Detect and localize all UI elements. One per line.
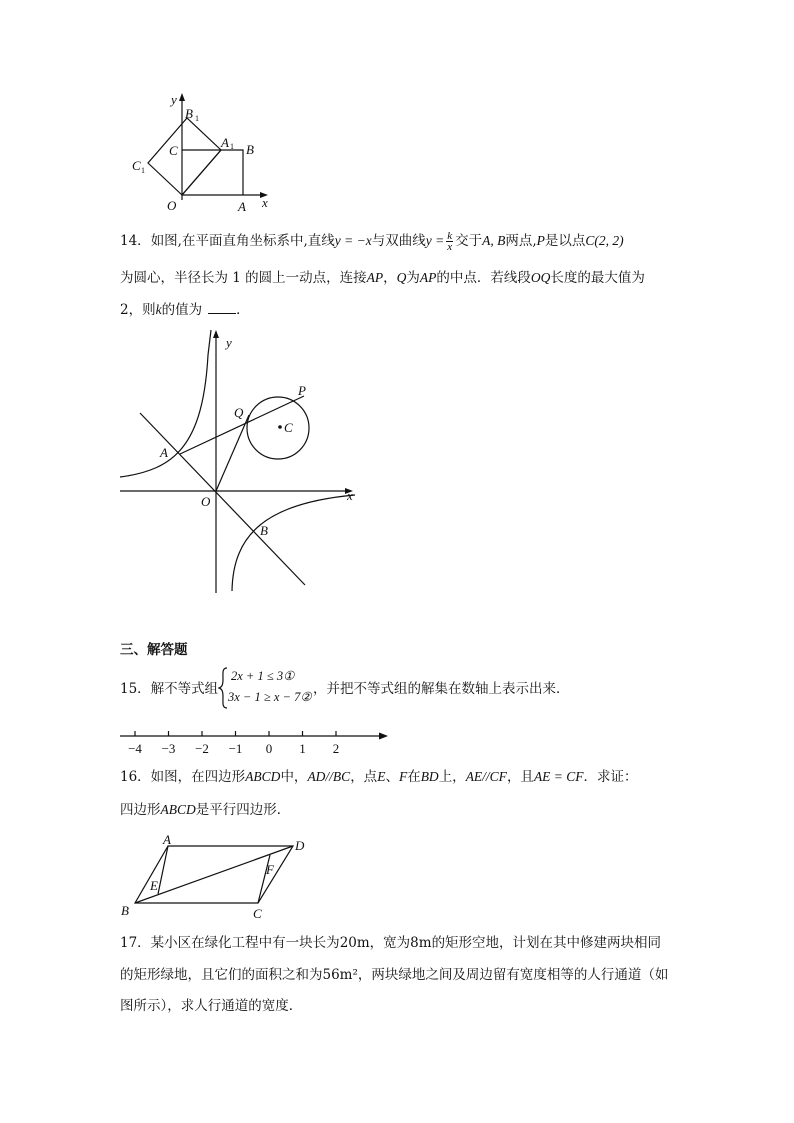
label-x: x [262, 195, 268, 210]
q15-prefix: 15．解不等式组 [120, 681, 219, 697]
label-b1-sub: 1 [195, 114, 199, 123]
inequality-1: 2x + 1 ≤ 3① [231, 669, 295, 683]
tick-label: 1 [299, 741, 306, 756]
tick-label: 0 [265, 741, 273, 756]
label-o: O [167, 198, 177, 213]
label-x: x [347, 488, 353, 503]
figure-q13 [125, 90, 285, 215]
label-a1-sub: 1 [230, 142, 234, 151]
label-o: O [201, 494, 211, 509]
tick-label: 2 [332, 741, 340, 756]
figure-q16 [118, 830, 318, 922]
label-c1: C [132, 158, 141, 173]
q14-line2: 为圆心，半径长为 1 的圆上一动点，连接AP，Q为AP的中点．若线段OQ长度的最大值为 [120, 270, 645, 286]
y-axis-arrow [213, 330, 219, 338]
y-axis-arrow [179, 93, 185, 101]
inequality-2: 3x − 1 ≥ x − 7② [228, 690, 312, 704]
label-b1: B [185, 106, 193, 121]
section-title: 三、解答题 [120, 642, 188, 658]
label-c: C [169, 143, 178, 158]
q17-line2: 的矩形绿地，且它们的面积之和为56m²，两块绿地之间及周边留有宽度相等的人行通道（如 [120, 967, 669, 983]
hyperbola-branch-right [232, 495, 355, 591]
label-e: E [150, 878, 158, 893]
tick-label: −3 [161, 741, 176, 756]
line-y-neg-x [140, 413, 305, 585]
label-c: C [253, 906, 262, 921]
answer-blank [208, 313, 236, 314]
brace-icon [218, 667, 228, 709]
tick-label: −1 [228, 741, 243, 756]
label-b: B [260, 523, 268, 538]
label-a: A [163, 832, 171, 847]
q16-line2: 四边形ABCD是平行四边形． [120, 802, 291, 818]
label-a: A [160, 445, 168, 460]
q16-line1: 16．如图，在四边形ABCD中，AD//BC，点E、F在BD上，AE//CF，且AE = CF．求证： [120, 769, 638, 785]
label-c1-sub: 1 [141, 166, 145, 175]
label-b: B [121, 903, 129, 918]
q17-line1: 17．某小区在绿化工程中有一块长为20m，宽为8m的矩形空地，计划在其中修建两块相同 [120, 935, 662, 951]
segment-oq [216, 415, 249, 491]
label-y: y [226, 335, 232, 350]
label-a1: A [221, 135, 229, 150]
figure-q14 [115, 325, 365, 595]
fraction-k-over-x: $\frac{k}{x}$ [447, 230, 453, 253]
label-d: D [295, 838, 305, 853]
q14-line1: 14．如图,在平面直角坐标系中,直线y = −x与双曲线y = $\frac{k}{x}$ 交于A, B两点,P是以点C(2, 2) [120, 230, 624, 253]
number-line [120, 726, 390, 762]
square-ob1 [148, 118, 221, 195]
label-p: P [298, 383, 306, 398]
label-q: Q [234, 405, 244, 420]
tick-label: −4 [128, 741, 142, 756]
q14-line3: 2，则k的值为 ． [120, 302, 250, 318]
segment-ae [158, 846, 168, 894]
arrow-icon [379, 733, 388, 740]
label-c: C [284, 420, 293, 435]
label-y: y [171, 92, 177, 107]
center-point-c [278, 425, 282, 429]
circle-c [247, 397, 309, 459]
tick-label: −2 [195, 741, 209, 756]
label-a: A [238, 199, 246, 214]
q17-line3: 图所示），求人行通道的宽度． [120, 998, 303, 1014]
label-b: B [246, 142, 254, 157]
segment-oa1 [182, 150, 221, 195]
label-f: F [266, 862, 274, 877]
rectangle-oab [182, 150, 243, 195]
q15-suffix: ，并把不等式组的解集在数轴上表示出来． [313, 681, 570, 697]
